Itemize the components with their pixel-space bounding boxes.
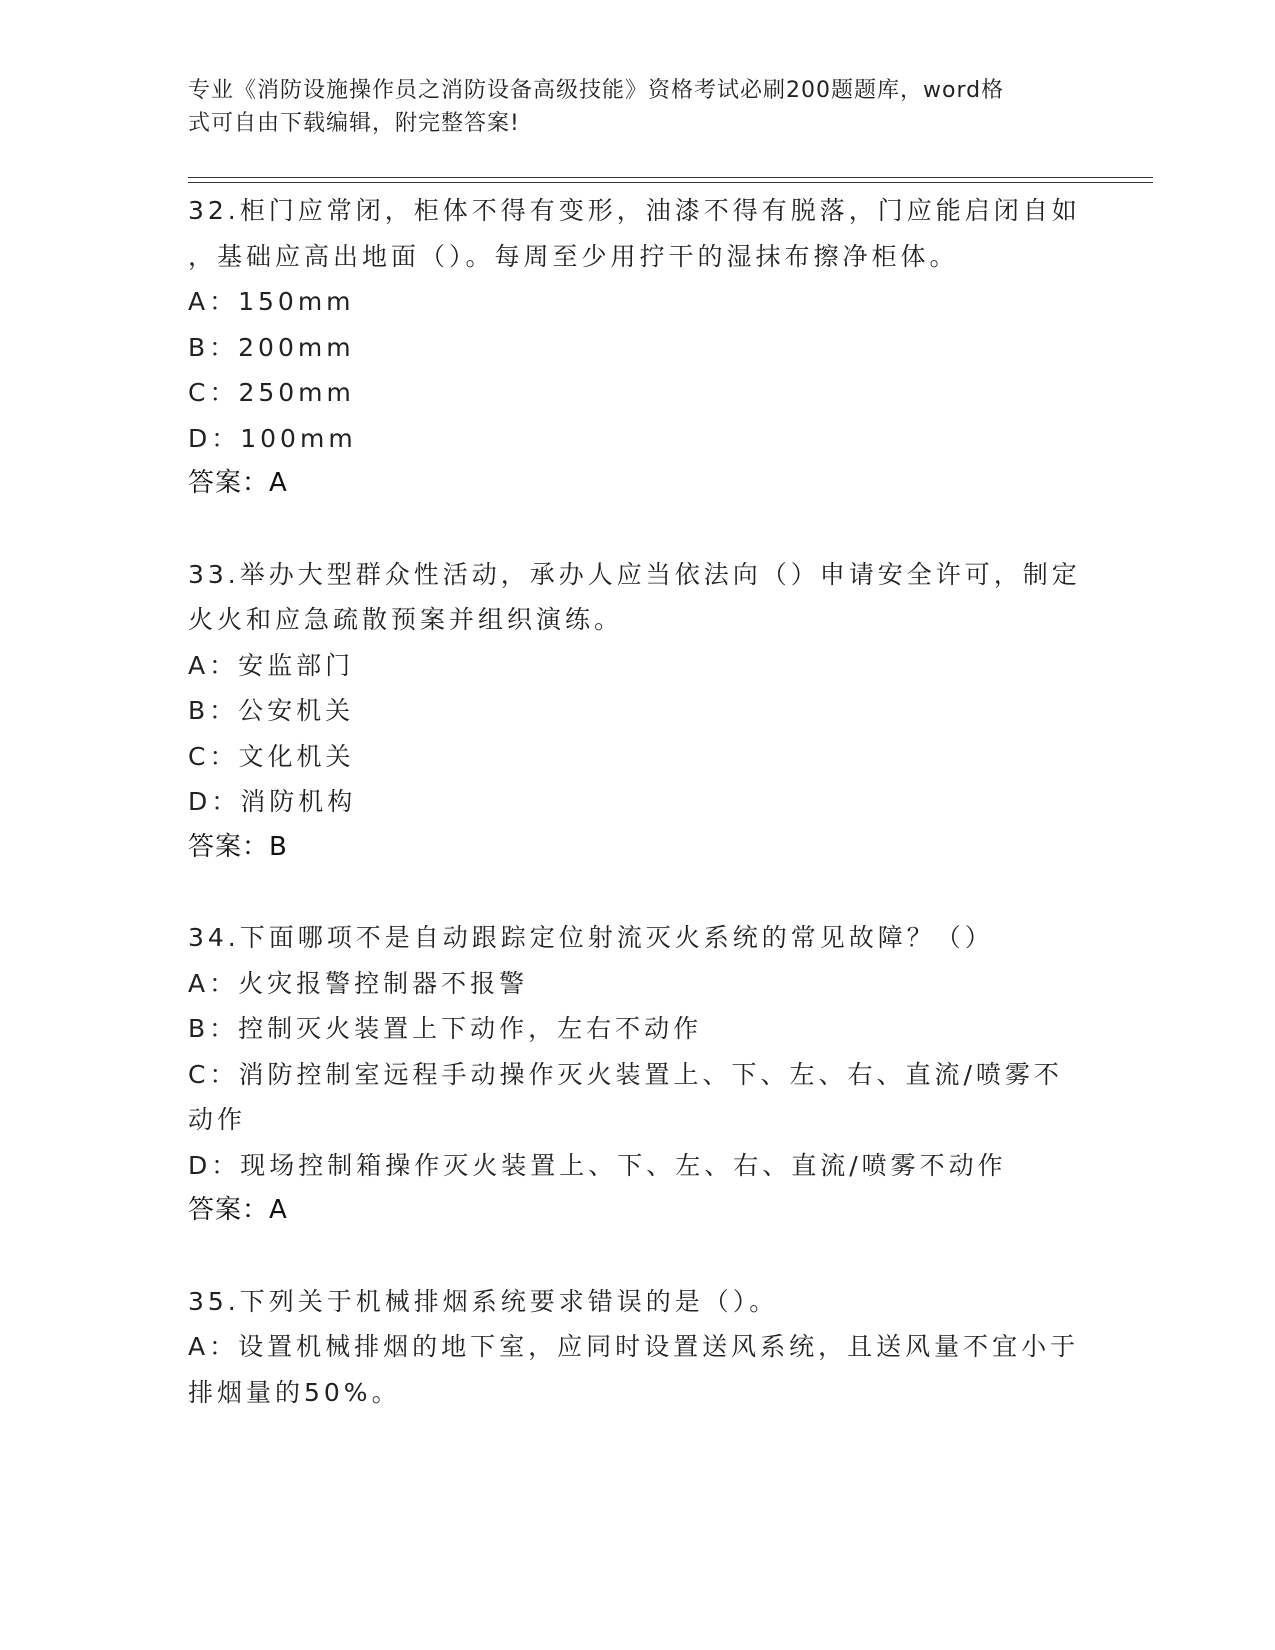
header-line-2: 式可自由下载编辑，附完整答案! (188, 111, 520, 136)
header-divider-top (188, 177, 1153, 178)
question-block (188, 1279, 1088, 1416)
answer-option-line: B：200mm (188, 332, 355, 362)
answer-option-line: B：公安机关 (188, 696, 355, 725)
question-list (188, 188, 1088, 1415)
answer-option-line: C：文化机关 (188, 741, 355, 771)
question-spacer (188, 507, 1088, 552)
question-block (188, 552, 1088, 871)
question-stem-line: ，基础应高出地面（）。每周至少用拧干的湿抹布擦净柜体。 (188, 241, 959, 271)
question-stem-line: 32.柜门应常闭，柜体不得有变形，油漆不得有脱落，门应能启闭自如 (188, 196, 1081, 225)
answer-option-line: B：控制灭火装置上下动作，左右不动作 (188, 1014, 703, 1043)
answer-option-line: 动作 (188, 1105, 247, 1134)
answer-key: 答案：B (188, 831, 288, 862)
answer-option-line: A：安监部门 (188, 650, 355, 680)
answer-option-line: A：设置机械排烟的地下室，应同时设置送风系统，且送风量不宜小于 (188, 1332, 1080, 1361)
question-stem-line: 33.举办大型群众性活动，承办人应当依法向（）申请安全许可，制定 (188, 559, 1081, 589)
question-stem-line: 34.下面哪项不是自动跟踪定位射流灭火系统的常见故障？（） (188, 923, 994, 952)
question-stem-line: 35.下列关于机械排烟系统要求错误的是（）。 (188, 1286, 779, 1316)
answer-option-line: 排烟量的50%。 (188, 1377, 401, 1407)
answer-option-line: D：100mm (188, 423, 357, 453)
answer-key: 答案：A (188, 468, 288, 498)
answer-option-line: D：现场控制箱操作灭火装置上、下、左、右、直流/喷雾不动作 (188, 1150, 1007, 1180)
answer-option-line: C：消防控制室远程手动操作灭火装置上、下、左、右、直流/喷雾不 (188, 1059, 1063, 1089)
header-divider-bottom (188, 182, 1153, 183)
answer-option-line: D：消防机构 (188, 787, 357, 816)
document-header (188, 74, 1068, 140)
question-spacer (188, 870, 1088, 915)
answer-key: 答案：A (188, 1195, 288, 1225)
question-block (188, 188, 1088, 507)
header-line-1: 专业《消防设施操作员之消防设备高级技能》资格考试必刷200题题库，word格 (188, 78, 1005, 103)
answer-option-line: A：火灾报警控制器不报警 (188, 968, 529, 998)
answer-option-line: C：250mm (188, 378, 355, 407)
question-block (188, 915, 1088, 1234)
answer-option-line: A：150mm (188, 287, 355, 316)
question-stem-line: 火火和应急疏散预案并组织演练。 (188, 605, 624, 634)
question-spacer (188, 1234, 1088, 1279)
